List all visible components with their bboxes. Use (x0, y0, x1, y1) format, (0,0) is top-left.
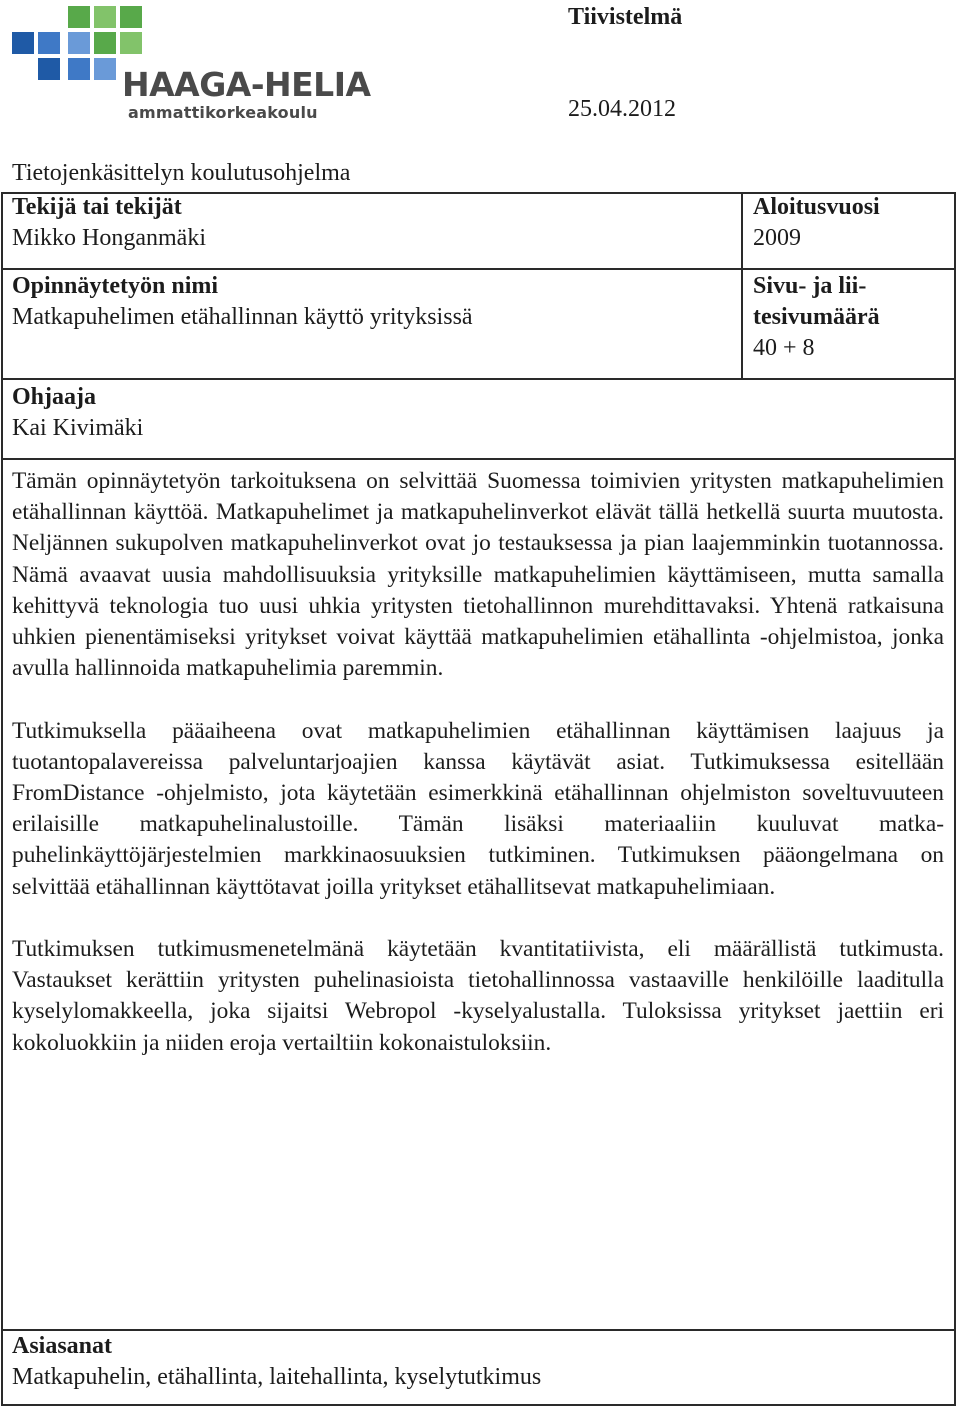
page-count-label-line1: Sivu- ja lii- (753, 273, 867, 299)
logo-tagline: ammattikorkeakoulu (128, 103, 318, 122)
column-divider (741, 192, 743, 380)
page-count-label-line2: tesivumäärä (753, 304, 880, 330)
logo-wordmark: HAAGA-HELIA (122, 65, 371, 104)
page-count-value: 40 + 8 (753, 335, 815, 361)
supervisor-label: Ohjaaja (12, 384, 96, 410)
authors-value: Mikko Honganmäki (12, 225, 206, 251)
start-year-value: 2009 (753, 225, 801, 251)
row-divider-supervisor (1, 458, 956, 460)
authors-label: Tekijä tai tekijät (12, 194, 182, 220)
thesis-title-label: Opinnäytetyön nimi (12, 273, 219, 299)
thesis-title-value: Matkapuhelimen etähallinnan käyttö yrityksissä (12, 304, 473, 330)
abstract-paragraph: Tutkimuksella pääaiheena ovat matkapuhelimien etähallinnan käyttämisen laajuus ja tuotantopalavereissa palveluntarjoajien kanssa käytävät asiat. Tutkimuksessa esitellään FromDistance -ohjelmisto, jota käytetään esimerkkinä etähallinnan ohjelmiston soveltuvuuteen erilaisille matkapuhelinalustoille. Tämän lisäksi materiaaliin kuuluvat matkapuhelinkäyttöjärjestelmien markkinaosuuksien tutkiminen. Tutkimuksen pääongelmana on selvittää etähallinnan käyttötavat joilla yritykset etähallitsevat matkapuhelimiaan. (12, 717, 944, 900)
keywords-label: Asiasanat (12, 1333, 113, 1359)
row-divider-keywords (1, 1329, 956, 1331)
haaga-helia-logo (10, 4, 371, 130)
row-divider-title (1, 378, 956, 380)
document-type: Tiivistelmä (568, 4, 683, 30)
start-year-label: Aloitusvuosi (753, 194, 880, 220)
degree-programme: Tietojenkäsittelyn koulutusohjelma (12, 160, 351, 186)
abstract-paragraph: Tämän opinnäytetyön tarkoituksena on selvittää Suomessa toimivien yritysten matkapuhelimien etähallinnan käyttöä. Matkapuhelimet ja matkapuhelinverkot elävät tällä hetkellä suurta muutosta. Neljännen sukupolven matkapuhelinverkot ovat jo testauksessa ja pian laajemminkin tuotannossa. Nämä avaavat uusia mahdollisuuksia yrityksille matkapuhelimien käyttämiseen, mutta samalla kehittyvä teknologia tuo uusi uhkia yritysten tietohallinnon murehdittavaksi. Yhtenä ratkaisuna uhkien pienentämiseksi yritykset voivat käyttää matkapuhelimien etähallinta -ohjelmistoa, jonka avulla hallinnoida matkapuhelimia paremmin. (12, 468, 944, 682)
row-divider-authors (1, 268, 956, 270)
abstract-body (12, 466, 944, 1090)
keywords-value: Matkapuhelin, etähallinta, laitehallinta, kyselytutkimus (12, 1364, 542, 1390)
abstract-paragraph: Tutkimuksen tutkimusmenetelmänä käytetään kvantitatiivista, eli määrällistä tutkimusta. Vastaukset kerättiin yritysten puhelinasioista tietohallinnossa vastaaville henkilöille laaditulla kyselylomakkeella, joka sijaitsi Webropol -kyselyalustalla. Tuloksissa yritykset jaettiin eri kokoluokkiin ja niiden eroja vertailtiin kokonaistuloksiin. (12, 936, 944, 1056)
supervisor-value: Kai Kivimäki (12, 415, 144, 441)
document-date: 25.04.2012 (568, 96, 676, 122)
